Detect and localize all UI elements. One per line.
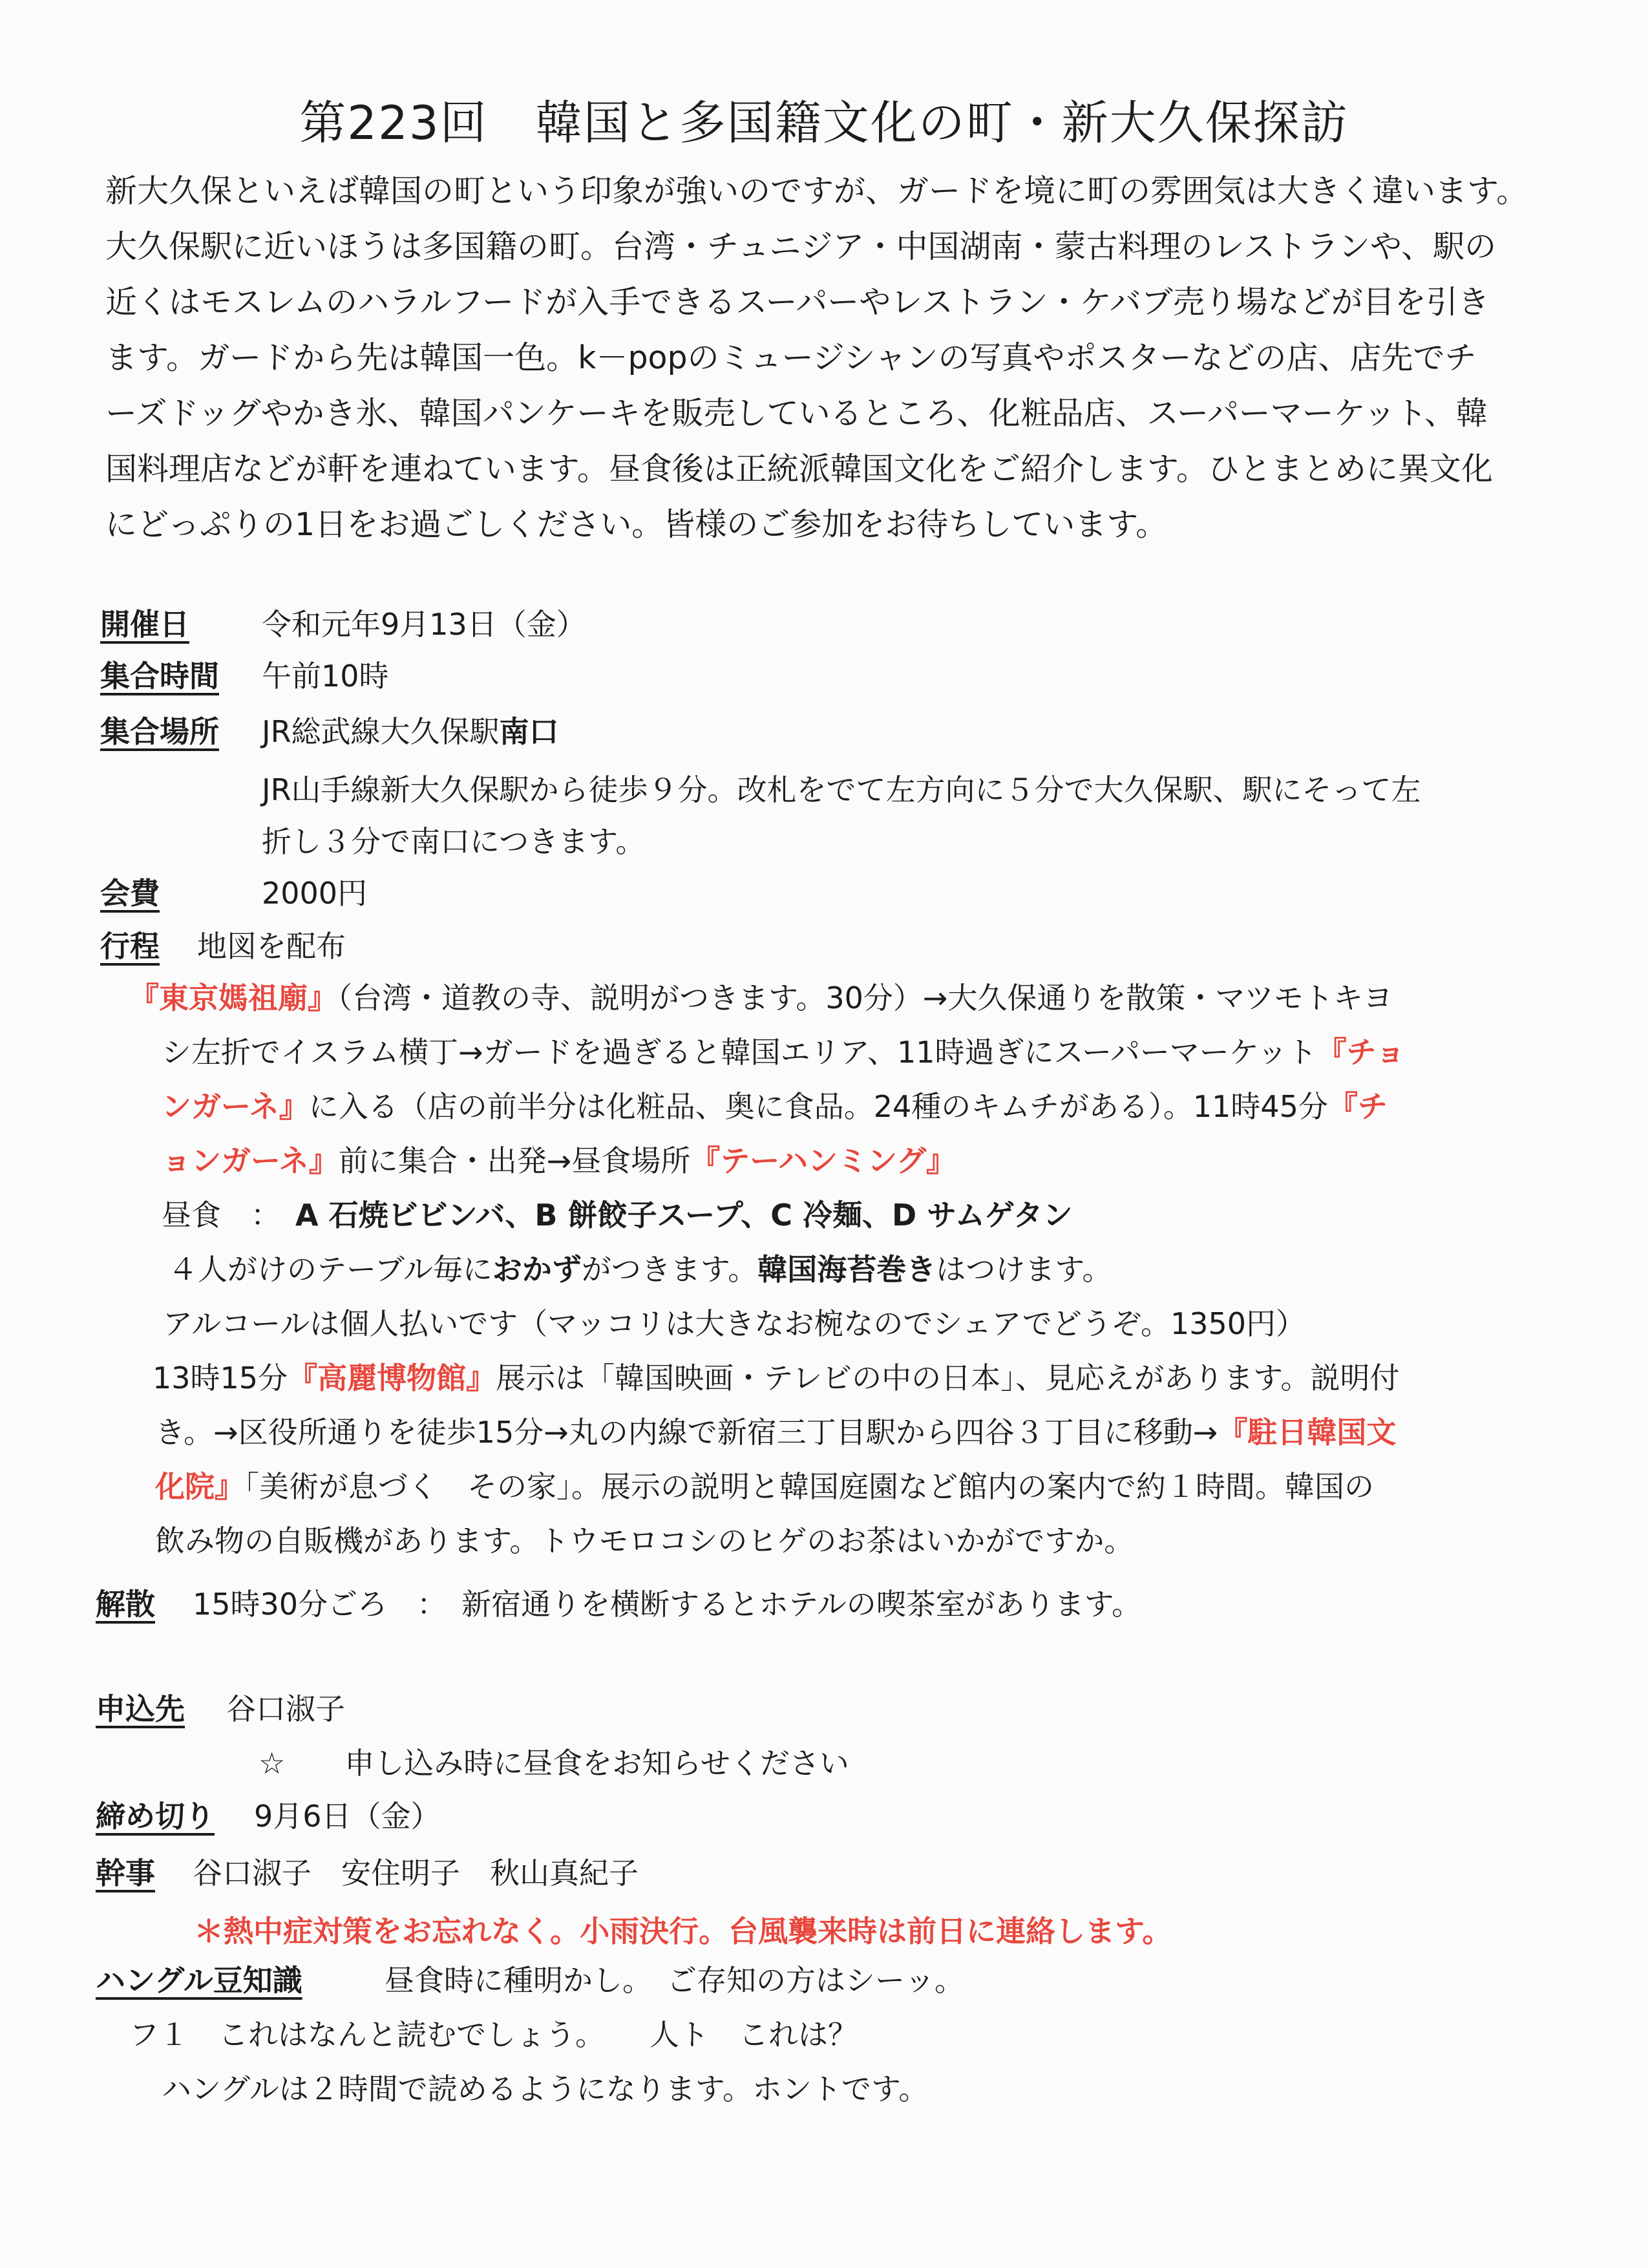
place-tokyo-mazu-temple: 『東京媽祖廟』 [129,980,337,1015]
apply-note: ☆ 申し込み時に昼食をお知らせください [259,1746,849,1781]
fee-label: 会費 [100,876,160,911]
lunch-side-dishes: ４人がけのテーブル毎におかずがつきます。韓国海苔巻きはつけます。 [168,1252,1112,1287]
fee-value: 2000円 [262,876,368,911]
hangul-quiz: フ１ これはなんと読むでしょう。 人ト これは？ [129,2017,858,2052]
intro-line: 近くはモスレムのハラルフードが入手できるスーパーやレストラン・ケバブ売り場などが目を引き [105,284,1490,321]
dismiss-label: 解散 [96,1587,155,1622]
intro-line: 新大久保といえば韓国の町という印象が強いのですが、ガードを境に町の雰囲気は大きく違います。 [105,173,1528,209]
meet-place-directions: 折し３分で南口につきます。 [262,824,646,859]
schedule-line: ンガーネ』に入る（店の前半分は化粧品、奥に食品。24種のキムチがある）。11時45分『チ [162,1089,1388,1124]
meet-place-exit: 南口 [499,714,559,749]
meet-place-label: 集合場所 [100,714,219,749]
place-chongane: 『チ [1327,1089,1388,1124]
place-chongane: ョンガーネ』 [162,1143,339,1178]
place-taehanminguk: 『テーハンミング』 [690,1143,956,1178]
organizers-label: 幹事 [96,1856,155,1891]
place-chongane: ンガーネ』 [162,1089,309,1124]
meet-time-label: 集合時間 [100,659,219,694]
itinerary-note: 地図を配布 [197,929,346,964]
intro-line: 大久保駅に近いほうは多国籍の町。台湾・チュニジア・中国湖南・蒙古料理のレストランや、駅の [105,228,1497,265]
intro-line: にどっぷりの1日をお過ごしください。皆様のご参加をお待ちしています。 [105,506,1168,543]
hangul-tips-value: 昼食時に種明かし。 ご存知の方はシーッ。 [385,1963,964,1998]
date-value: 令和元年9月13日（金） [262,607,586,642]
place-korean-cultural-center: 化院』 [155,1469,244,1504]
place-korean-cultural-center: 『駐日韓国文 [1218,1415,1397,1450]
meet-place-directions: JR山手線新大久保駅から徒歩９分。改札をでて左方向に５分で大久保駅、駅にそって左 [262,772,1421,807]
schedule-line: ョンガーネ』前に集合・出発→昼食場所『テーハンミング』 [162,1143,956,1178]
alcohol-note: アルコールは個人払いです（マッコリは大きなお椀なのでシェアでどうぞ。1350円） [163,1306,1306,1341]
schedule-line: 『東京媽祖廟』（台湾・道教の寺、説明がつきます。30分）→大久保通りを散策・マツモトキヨ [129,980,1393,1015]
meet-place-value [262,711,559,752]
intro-line: 国料理店などが軒を連ねています。昼食後は正統派韓国文化をご紹介します。ひとまとめに異文化 [105,450,1493,487]
schedule-line: シ左折でイスラム横丁→ガードを過ぎると韓国エリア、11時過ぎにスーパーマーケット『チョ [162,1035,1406,1070]
schedule-line: 飲み物の自販機があります。トウモロコシのヒゲのお茶はいかがですか。 [155,1523,1134,1558]
apply-label: 申込先 [96,1691,185,1726]
intro-paragraph [105,169,1547,558]
place-koryo-museum: 『高麗博物館』 [288,1361,496,1395]
weather-heat-notice: ＊熱中症対策をお忘れなく。小雨決行。台風襲来時は前日に連絡します。 [194,1914,1172,1949]
hangul-closing: ハングルは２時間で読めるようになります。ホントです。 [162,2072,929,2106]
dismiss-value: 15時30分ごろ ： 新宿通りを横断するとホテルの喫茶室があります。 [193,1587,1142,1622]
itinerary-label: 行程 [100,929,160,964]
intro-line: ます。ガードから先は韓国一色。k－popのミュージシャンの写真やポスターなどの店、店先でチ [105,339,1477,376]
schedule-line: き。→区役所通りを徒歩15分→丸の内線で新宿三丁目駅から四谷３丁目に移動→『駐日韓国文 [155,1415,1397,1450]
date-label: 開催日 [100,607,189,642]
schedule-line: 13時15分『高麗博物館』展示は「韓国映画・テレビの中の日本」、見応えがあります。説明付 [153,1361,1400,1395]
itinerary-schedule [129,977,1512,1574]
schedule-line: 化院』「美術が息づく その家」。展示の説明と韓国庭園など館内の案内で約１時間。韓国の [155,1469,1374,1504]
intro-line: ーズドッグやかき氷、韓国パンケーキを販売しているところ、化粧品店、スーパーマーケット、韓 [105,395,1488,432]
lunch-menu: 昼食 ： A 石焼ビビンバ、B 餅餃子スープ、C 冷麺、D サムゲタン [162,1198,1073,1233]
meet-time-value: 午前10時 [262,659,389,694]
apply-value: 谷口淑子 [226,1691,345,1726]
page-title: 第223回 韓国と多国籍文化の町・新大久保探訪 [299,96,1349,150]
lunch-options: A 石焼ビビンバ、B 餅餃子スープ、C 冷麺、D サムゲタン [295,1198,1073,1233]
organizers-value: 谷口淑子 安住明子 秋山真紀子 [193,1856,639,1891]
hangul-tips-label: ハングル豆知識 [96,1963,302,1998]
place-chongane: 『チョ [1316,1035,1406,1070]
deadline-value: 9月6日（金） [254,1799,441,1834]
meet-place-station: JR総武線大久保駅 [262,714,500,749]
deadline-label: 締め切り [96,1799,215,1834]
